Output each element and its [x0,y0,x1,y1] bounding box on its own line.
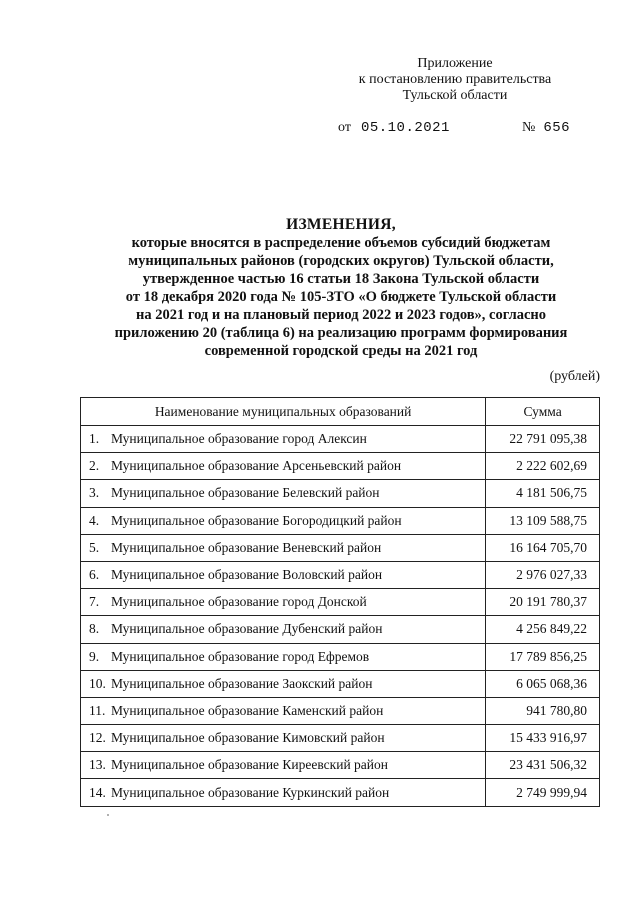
municipality-name: Муниципальное образование город Донской [111,594,367,610]
appendix-line-1: Приложение [417,56,493,71]
municipality-cell [81,589,486,616]
municipality-name: Муниципальное образование Воловский район [111,567,383,583]
table-row [81,697,600,724]
table-row [81,534,600,561]
municipality-cell [81,697,486,724]
amount-cell: 941 780,80 [486,697,600,724]
row-index: 5. [89,539,100,555]
amount-cell: 22 791 095,38 [486,426,600,453]
units-label: (рублей) [549,369,600,384]
table-row [81,643,600,670]
amount-cell: 4 181 506,75 [486,480,600,507]
table-row [81,453,600,480]
row-index: 13. [89,757,106,773]
row-index: 1. [89,431,100,447]
municipality-name: Муниципальное образование Кимовский район [111,730,385,746]
heading-line-6: приложению 20 (таблица 6) на реализацию программ формирования [114,325,568,341]
municipality-name: Муниципальное образование Богородицкий район [111,512,402,528]
table-row [81,779,600,806]
amount-cell: 20 191 780,37 [486,589,600,616]
table-header-row [81,398,600,426]
row-index: 3. [89,485,100,501]
municipality-cell [81,480,486,507]
table-row [81,725,600,752]
municipality-name: Муниципальное образование Веневский район [111,539,382,555]
table-row [81,752,600,779]
municipality-name: Муниципальное образование город Алексин [111,431,367,447]
row-index: 2. [89,458,100,474]
municipality-cell [81,779,486,806]
heading-line-2: муниципальных районов (городских округов) Тульской области, [128,253,554,269]
row-index: 6. [89,567,100,583]
document-heading [80,216,602,360]
row-index: 8. [89,621,100,637]
amount-cell: 23 431 506,32 [486,752,600,779]
appendix-block [340,56,570,104]
row-index: 7. [89,594,100,610]
decree-number: 656 [543,120,571,136]
heading-line-7: современной городской среды на 2021 год [204,343,478,359]
table-row [81,670,600,697]
amount-cell: 6 065 068,36 [486,670,600,697]
municipality-name: Муниципальное образование Белевский район [111,485,380,501]
table-body [81,426,600,807]
municipality-name: Муниципальное образование Каменский район [111,702,384,718]
scan-speck [107,814,109,816]
table-row [81,589,600,616]
table-row [81,616,600,643]
heading-line-5: на 2021 год и на плановый период 2022 и 2023 годов», согласно [136,307,546,323]
row-index: 10. [89,675,106,691]
municipality-name: Муниципальное образование Куркинский район [111,784,390,800]
table-row [81,561,600,588]
decree-number-label: № [521,120,536,135]
row-index: 12. [89,730,106,746]
heading-title: ИЗМЕНЕНИЯ, [286,216,396,233]
decree-from-label: от [338,120,351,135]
municipality-cell [81,725,486,752]
municipality-cell [81,561,486,588]
municipality-cell [81,616,486,643]
amount-cell: 16 164 705,70 [486,534,600,561]
municipality-name: Муниципальное образование Дубенский район [111,621,383,637]
amount-cell: 2 749 999,94 [486,779,600,806]
amount-cell: 2 976 027,33 [486,561,600,588]
municipality-cell [81,643,486,670]
heading-line-3: утвержденное частью 16 статьи 18 Закона Тульской области [142,271,540,287]
municipality-cell [81,507,486,534]
table-row [81,426,600,453]
municipality-cell [81,426,486,453]
table-row [81,507,600,534]
amount-cell: 4 256 849,22 [486,616,600,643]
row-index: 4. [89,512,100,528]
municipality-name: Муниципальное образование Киреевский район [111,757,388,773]
heading-line-1: которые вносятся в распределение объемов субсидий бюджетам [131,235,551,251]
row-index: 14. [89,784,106,800]
amount-cell: 2 222 602,69 [486,453,600,480]
amount-cell: 15 433 916,97 [486,725,600,752]
table-row [81,480,600,507]
municipality-name: Муниципальное образование Заокский район [111,675,373,691]
municipality-cell [81,534,486,561]
municipality-cell [81,752,486,779]
municipality-cell [81,453,486,480]
decree-reference [338,120,570,136]
row-index: 9. [89,648,100,664]
header-amount: Сумма [486,398,600,426]
amount-cell: 17 789 856,25 [486,643,600,670]
subsidy-table [80,397,600,807]
appendix-line-2: к постановлению правительства [358,72,552,87]
header-name: Наименование муниципальных образований [81,398,486,426]
amount-cell: 13 109 588,75 [486,507,600,534]
appendix-line-3: Тульской области [402,88,508,103]
municipality-name: Муниципальное образование Арсеньевский район [111,458,402,474]
heading-line-4: от 18 декабря 2020 года № 105-ЗТО «О бюджете Тульской области [125,289,557,305]
decree-date: 05.10.2021 [360,120,450,136]
row-index: 11. [89,702,106,718]
municipality-cell [81,670,486,697]
municipality-name: Муниципальное образование город Ефремов [111,648,370,664]
